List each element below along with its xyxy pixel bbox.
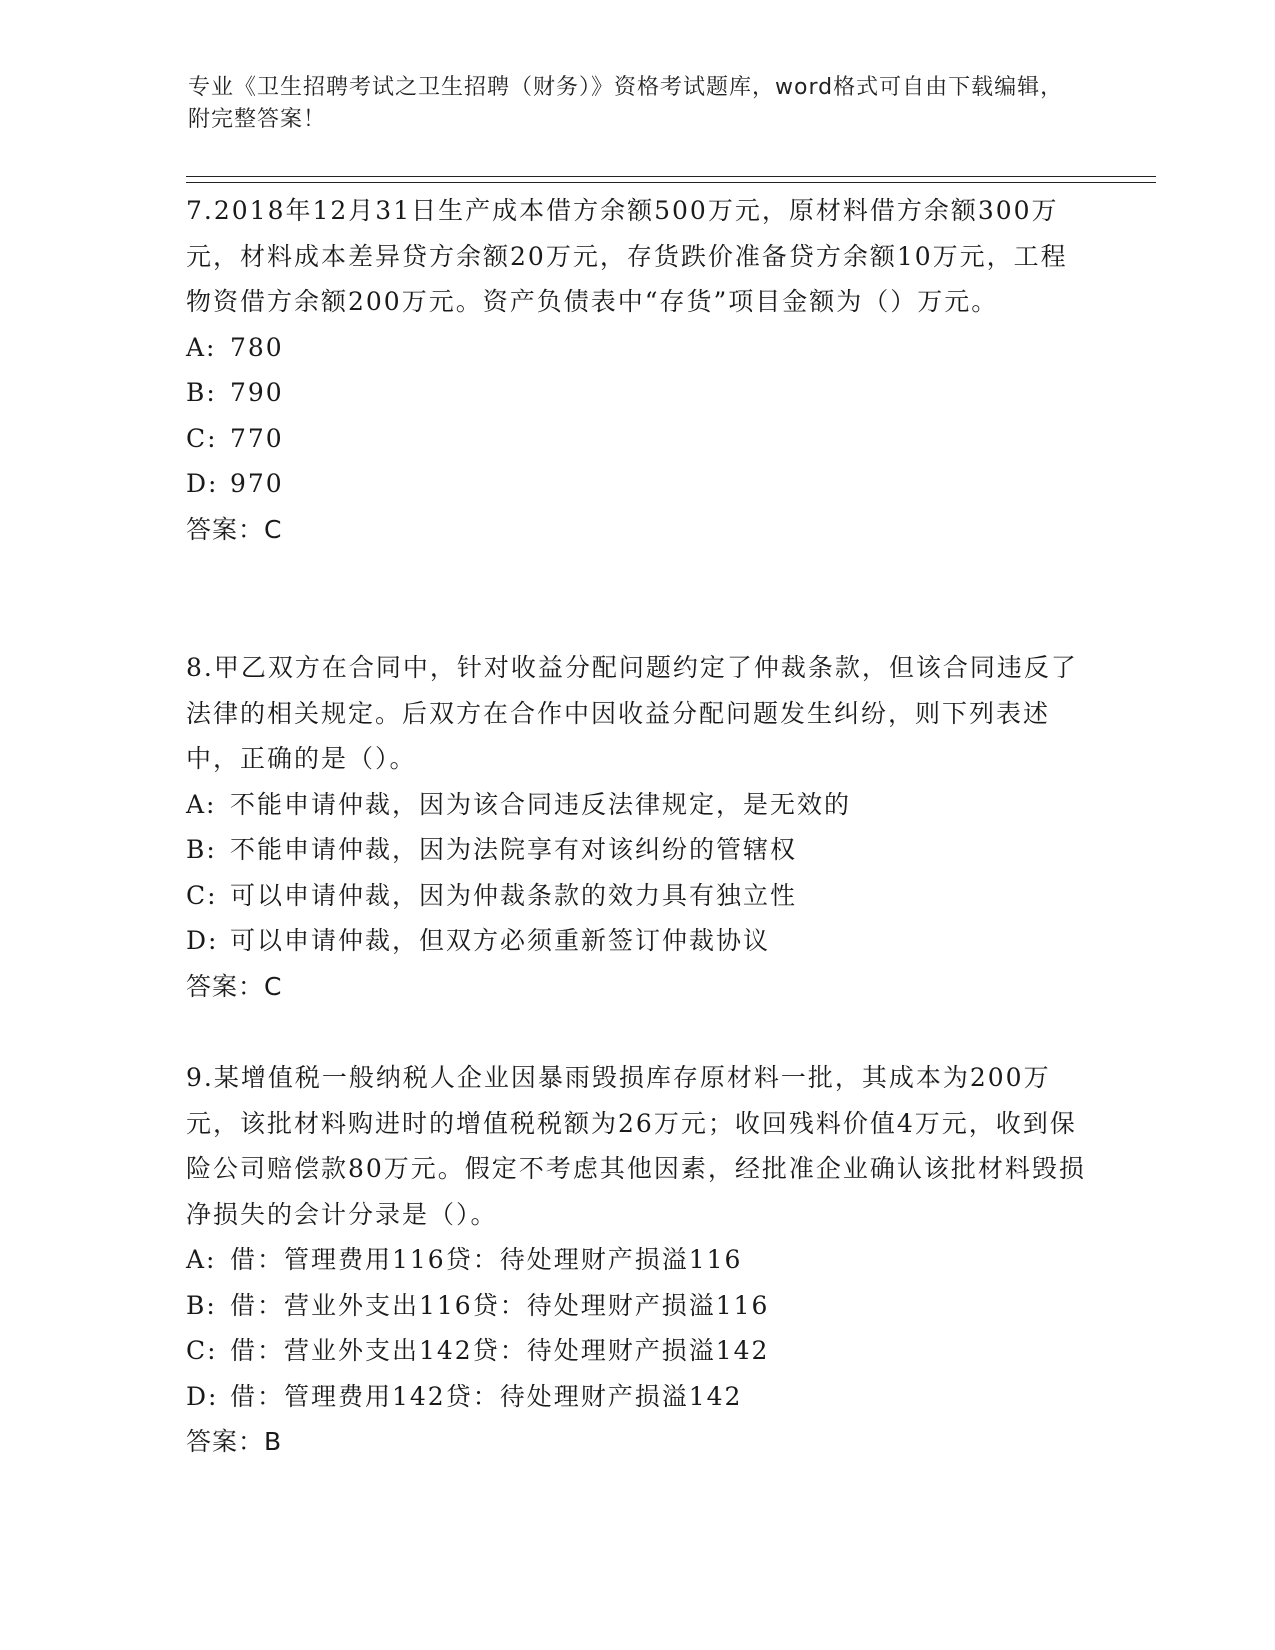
option-a xyxy=(186,1237,1086,1283)
option-letter: C: xyxy=(186,880,218,910)
option-letter: B: xyxy=(186,1290,217,1320)
header-divider-bottom xyxy=(186,182,1156,183)
option-letter: D: xyxy=(186,469,219,498)
option-c xyxy=(186,416,1086,462)
document-header: 专业《卫生招聘考试之卫生招聘（财务）》资格考试题库，word格式可自由下载编辑，附完整答案！ xyxy=(188,75,1064,132)
option-text: 可以申请仲裁，但双方必须重新签订仲裁协议 xyxy=(230,926,771,955)
option-letter: A: xyxy=(186,789,217,819)
option-letter: D: xyxy=(186,926,219,955)
option-letter: C: xyxy=(186,423,218,453)
option-list xyxy=(186,782,1086,964)
option-c xyxy=(186,1328,1086,1374)
option-text: 借：管理费用142贷：待处理财产损溢142 xyxy=(230,1381,743,1411)
option-letter: A: xyxy=(186,332,217,362)
answer-line: 答案：B xyxy=(186,1427,283,1456)
option-text: 770 xyxy=(230,423,284,453)
option-b xyxy=(186,827,1086,873)
option-text: 可以申请仲裁，因为仲裁条款的效力具有独立性 xyxy=(230,880,798,910)
question-stem: 7.2018年12月31日生产成本借方余额500万元，原材料借方余额300万元，材料成本差异贷方余额20万元，存货跌价准备贷方余额10万元，工程物资借方余额200万元。资产负债表中“存货”项目金额为（）万元。 xyxy=(186,196,1068,316)
option-a xyxy=(186,325,1086,371)
option-text: 970 xyxy=(230,469,284,498)
option-list xyxy=(186,1237,1086,1419)
option-b xyxy=(186,1283,1086,1329)
question-8 xyxy=(186,645,1086,1009)
option-letter: C: xyxy=(186,1336,218,1365)
option-text: 借：营业外支出116贷：待处理财产损溢116 xyxy=(230,1290,770,1320)
answer-line: 答案：C xyxy=(186,971,283,1001)
option-d xyxy=(186,461,1086,507)
option-letter: B: xyxy=(186,378,217,407)
option-letter: A: xyxy=(186,1245,217,1274)
question-stem: 9.某增值税一般纳税人企业因暴雨毁损库存原材料一批，其成本为200万元，该批材料购进时的增值税税额为26万元；收回残料价值4万元，收到保险公司赔偿款80万元。假定不考虑其他因素，经批准企业确认该批材料毁损净损失的会计分录是（）。 xyxy=(186,1063,1086,1229)
answer-line: 答案：C xyxy=(186,514,283,544)
option-list xyxy=(186,325,1086,507)
option-c xyxy=(186,873,1086,919)
option-text: 不能申请仲裁，因为法院享有对该纠纷的管辖权 xyxy=(230,835,798,864)
header-divider-top xyxy=(186,176,1156,177)
option-text: 790 xyxy=(230,378,284,407)
option-b xyxy=(186,370,1086,416)
option-text: 不能申请仲裁，因为该合同违反法律规定，是无效的 xyxy=(230,789,852,819)
question-stem: 8.甲乙双方在合同中，针对收益分配问题约定了仲裁条款，但该合同违反了法律的相关规定。后双方在合作中因收益分配问题发生纠纷，则下列表述中，正确的是（）。 xyxy=(186,653,1078,773)
option-letter: D: xyxy=(186,1381,219,1411)
option-text: 借：管理费用116贷：待处理财产损溢116 xyxy=(230,1245,743,1274)
option-a xyxy=(186,782,1086,828)
question-7 xyxy=(186,188,1086,552)
question-9 xyxy=(186,1055,1086,1465)
option-text: 借：营业外支出142贷：待处理财产损溢142 xyxy=(230,1336,770,1365)
option-d xyxy=(186,918,1086,964)
option-text: 780 xyxy=(230,332,284,362)
option-d xyxy=(186,1374,1086,1420)
option-letter: B: xyxy=(186,835,217,864)
